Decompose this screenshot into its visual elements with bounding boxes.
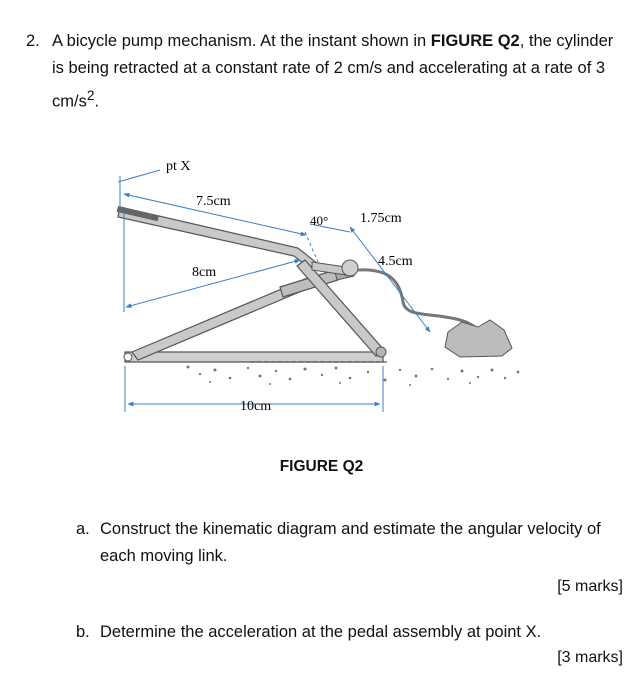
rock [445, 320, 512, 357]
label-pt-x: pt X [166, 159, 191, 174]
base-link [125, 352, 383, 362]
label-dim-4-5: 4.5cm [378, 254, 413, 269]
bicycle-pump-figure [100, 152, 530, 427]
label-dim-7-5: 7.5cm [196, 194, 231, 209]
part-b-letter: b. [76, 623, 90, 641]
base-pivot-left [124, 353, 132, 361]
part-b-marks: [3 marks] [557, 649, 623, 666]
part-a-marks: [5 marks] [557, 578, 623, 595]
ball-joint [342, 260, 358, 276]
figure-caption: FIGURE Q2 [279, 458, 364, 475]
label-dim-10: 10cm [240, 399, 272, 414]
ground-texture [187, 366, 520, 387]
dimension-lines [118, 170, 430, 412]
label-dim-1-75: 1.75cm [360, 211, 402, 226]
rocker-joint [376, 347, 386, 357]
question-number: 2. [26, 32, 40, 50]
label-dim-8: 8cm [192, 265, 217, 280]
superscript: 2 [86, 88, 95, 103]
part-b [76, 619, 626, 646]
part-a-letter: a. [76, 520, 90, 538]
label-angle-40: 40° [310, 213, 329, 228]
figure-reference: FIGURE Q2 [430, 32, 520, 50]
part-a-text: Construct the kinematic diagram and estimate the angular velocity of each moving link. [100, 520, 601, 565]
part-a [76, 516, 626, 570]
part-b-text: Determine the acceleration at the pedal assembly at point X. [100, 623, 542, 641]
question-statement [26, 28, 626, 116]
question-text: A bicycle pump mechanism. At the instant shown in FIGURE Q2, the cylinder is being retracted at a constant rate of 2 cm/s and accelerating at a rate of 3 $cm/s^2$. [52, 32, 614, 111]
